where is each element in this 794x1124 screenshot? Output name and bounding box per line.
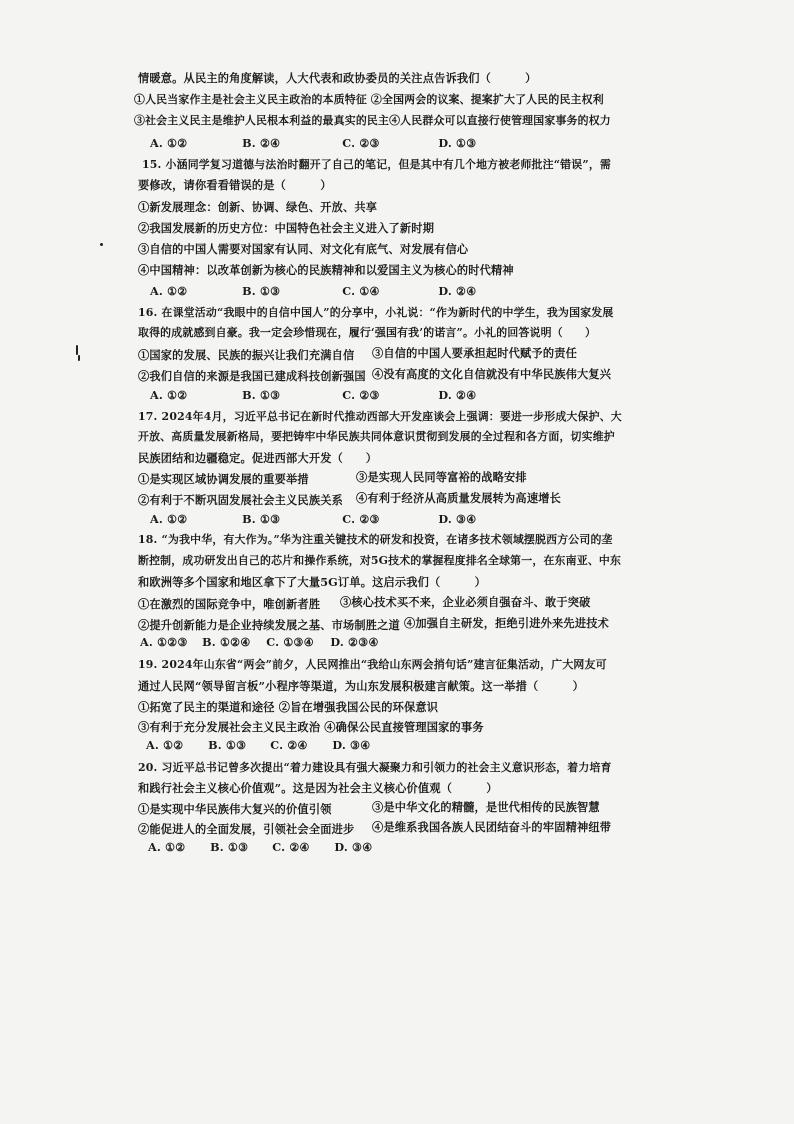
- q17-answer-d[interactable]: D. ③④: [438, 512, 477, 526]
- q18-answer-d[interactable]: D. ②③④: [330, 635, 379, 649]
- q18-answer-b[interactable]: B. ①②④: [202, 635, 251, 649]
- q16-stem-line-2: 取得的成就感到自豪。我一定会珍惜现在，履行‘强国有我’的诺言”。小礼的回答说明（ ）: [138, 326, 597, 339]
- q15-stem-line-2: 要修改，请你看看错误的是（ ）: [138, 178, 332, 192]
- q17-answer-a[interactable]: A. ①②: [150, 512, 188, 526]
- q14-answer-c[interactable]: C. ②③: [342, 136, 380, 150]
- q17-answer-c[interactable]: C. ②③: [342, 512, 380, 526]
- q15-answer-c[interactable]: C. ①④: [342, 284, 380, 298]
- q18-stem-line-1: 18. “为我中华，有大作为。”华为注重关键技术的研发和投资，在诸多技术领域摆脱西方公司的垄: [138, 533, 613, 546]
- q18-option-1: ①在激烈的国际竞争中，唯创新者胜: [138, 597, 321, 611]
- q17-option-2: ②有利于不断巩固发展社会主义民族关系: [138, 493, 343, 507]
- q19-answer-b[interactable]: B. ①③: [208, 738, 247, 752]
- q20-option-3: ③是中华文化的精髓，是世代相传的民族智慧: [372, 800, 600, 814]
- q17-option-3: ③是实现人民同等富裕的战略安排: [356, 470, 527, 484]
- q18-option-2: ②提升创新能力是企业持续发展之基、市场制胜之道: [138, 618, 400, 632]
- q18-option-4: ④加强自主研发，拒绝引进外来先进技术: [404, 616, 609, 630]
- q20-option-2: ②能促进人的全面发展，引领社会全面进步: [138, 822, 355, 836]
- q14-answer-a[interactable]: A. ①②: [150, 136, 188, 150]
- q14-stem-end: 情暖意。从民主的角度解读，人大代表和政协委员的关注点告诉我们（ ）: [138, 71, 537, 85]
- q19-answer-a[interactable]: A. ①②: [146, 738, 184, 752]
- q19-option-line-2: ③有利于充分发展社会主义民主政治 ④确保公民直接管理国家的事务: [138, 720, 484, 734]
- q15-item-3: ③自信的中国人需要对国家有认同、对文化有底气、对发展有信心: [138, 242, 469, 256]
- q20-stem-line-2: 和践行社会主义核心价值观”。这是因为社会主义核心价值观（ ）: [138, 781, 498, 795]
- q20-answers: [148, 839, 372, 855]
- q19-stem-line-2: 通过人民网“领导留言板”小程序等渠道，为山东发展积极建言献策。这一举措（ ）: [138, 679, 584, 693]
- scan-speck: [76, 345, 78, 355]
- q15-stem-line-1: 15. 小涵同学复习道德与法治时翻开了自己的笔记，但是其中有几个地方被老师批注“错误”，需: [142, 158, 612, 171]
- q17-option-4: ④有利于经济从高质量发展转为高速增长: [356, 491, 561, 505]
- q15-item-2: ②我国发展新的历史方位：中国特色社会主义进入了新时期: [138, 221, 435, 235]
- q16-option-1: ①国家的发展、民族的振兴让我们充满自信: [138, 348, 355, 362]
- q16-stem-line-1: 16. 在课堂活动“我眼中的自信中国人”的分享中，小礼说：“作为新时代的中学生，我为国家发展: [138, 306, 614, 319]
- q16-answer-c[interactable]: C. ②③: [342, 388, 380, 402]
- q18-answer-a[interactable]: A. ①②③: [140, 635, 188, 649]
- q16-answer-d[interactable]: D. ②④: [438, 388, 477, 402]
- q17-answers: [150, 511, 476, 527]
- q14-answer-d[interactable]: D. ①③: [438, 136, 477, 150]
- q20-option-1: ①是实现中华民族伟大复兴的价值引领: [138, 802, 332, 816]
- q16-answer-a[interactable]: A. ①②: [150, 388, 188, 402]
- q20-stem-line-1: 20. 习近平总书记曾多次提出“着力建设具有强大凝聚力和引领力的社会主义意识形态，着力培育: [138, 761, 612, 774]
- q19-answer-c[interactable]: C. ②④: [270, 738, 308, 752]
- q16-option-4: ④没有高度的文化自信就没有中华民族伟大复兴: [372, 367, 612, 381]
- q19-answers: [146, 737, 370, 753]
- q14-answer-b[interactable]: B. ②④: [242, 136, 281, 150]
- q15-item-1: ①新发展理念：创新、协调、绿色、开放、共享: [138, 200, 378, 214]
- q16-option-3: ③自信的中国人要承担起时代赋予的责任: [372, 346, 577, 360]
- q20-answer-a[interactable]: A. ①②: [148, 840, 186, 854]
- q17-option-1: ①是实现区域协调发展的重要举措: [138, 472, 309, 486]
- q18-stem-line-2: 断控制，成功研发出自己的芯片和操作系统，对5G技术的掌握程度排名全球第一，在东南亚、中东: [138, 554, 622, 567]
- q20-answer-d[interactable]: D. ③④: [334, 840, 373, 854]
- q18-answers: [140, 634, 379, 650]
- scan-speck: [78, 355, 80, 361]
- q17-stem-line-2: 开放、高质量发展新格局，要把铸牢中华民族共同体意识贯彻到发展的全过程和各方面，切实维护: [138, 430, 615, 443]
- q20-answer-b[interactable]: B. ①③: [210, 840, 249, 854]
- q17-stem-line-1: 17. 2024年4月，习近平总书记在新时代推动西部大开发座谈会上强调：要进一步形成大保护、大: [138, 410, 622, 423]
- q15-item-4: ④中国精神：以改革创新为核心的民族精神和以爱国主义为核心的时代精神: [138, 263, 514, 277]
- q14-option-line-1: ①人民当家作主是社会主义民主政治的本质特征 ②全国两会的议案、提案扩大了人民的民主权利: [134, 93, 604, 106]
- q15-answer-b[interactable]: B. ①③: [242, 284, 281, 298]
- q15-answer-a[interactable]: A. ①②: [150, 284, 188, 298]
- q17-stem-line-3: 民族团结和边疆稳定。促进西部大开发（ ）: [138, 451, 378, 465]
- q15-answer-d[interactable]: D. ②④: [438, 284, 477, 298]
- q19-stem-line-1: 19. 2024年山东省“两会”前夕，人民网推出“我给山东两会捎句话”建言征集活动，广大网友可: [138, 658, 607, 671]
- q18-stem-line-3: 和欧洲等多个国家和地区拿下了大量5G订单。这启示我们（ ）: [138, 575, 486, 589]
- q16-option-2: ②我们自信的来源是我国已建成科技创新强国: [138, 369, 366, 383]
- q15-answers: [150, 283, 476, 299]
- q20-option-4: ④是维系我国各族人民团结奋斗的牢固精神纽带: [372, 820, 612, 834]
- q16-answers: [150, 387, 476, 403]
- q17-answer-b[interactable]: B. ①③: [242, 512, 281, 526]
- q19-answer-d[interactable]: D. ③④: [332, 738, 371, 752]
- q18-option-3: ③核心技术买不来，企业必须自强奋斗、敢于突破: [340, 595, 591, 609]
- q19-option-line-1: ①拓宽了民主的渠道和途径 ②旨在增强我国公民的环保意识: [138, 700, 439, 714]
- q14-answers: [150, 135, 476, 151]
- q14-option-line-2: ③社会主义民主是维护人民根本利益的最真实的民主④人民群众可以直接行使管理国家事务的权力: [134, 114, 611, 127]
- scan-speck: [100, 243, 103, 246]
- q20-answer-c[interactable]: C. ②④: [272, 840, 310, 854]
- q18-answer-c[interactable]: C. ①③④: [266, 635, 315, 649]
- q16-answer-b[interactable]: B. ①③: [242, 388, 281, 402]
